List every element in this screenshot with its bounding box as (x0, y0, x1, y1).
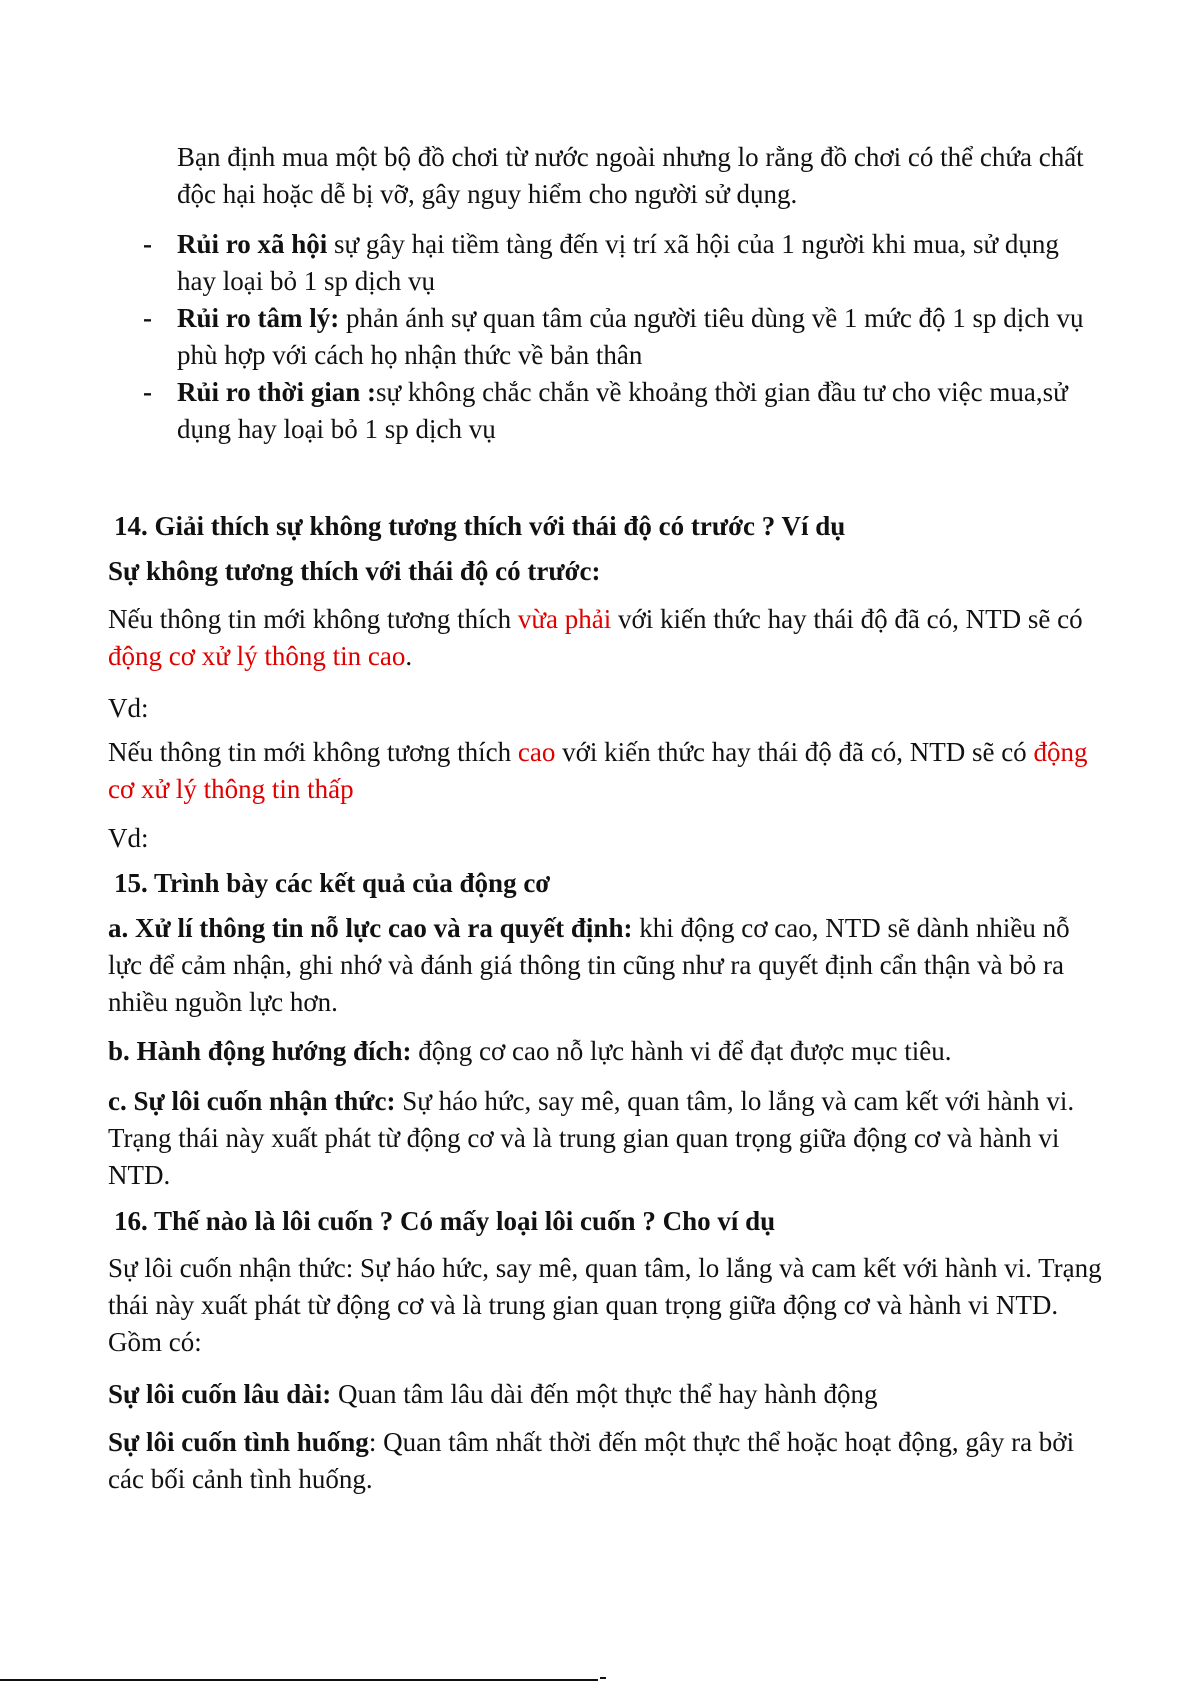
text-run: với kiến thức hay thái độ đã có, NTD sẽ có (555, 737, 1034, 767)
bullet-dash: - (143, 377, 152, 407)
paragraph-involvement-definition: Sự lôi cuốn nhận thức: Sự háo hức, say mê, quan tâm, lo lắng và cam kết với hành vi. Trạng thái này xuất phát từ động cơ và là trung gian quan trọng giữa động cơ và hành vi NTD. Gồm có: (108, 1253, 1102, 1357)
highlight-text: động cơ xử lý thông tin thấp (108, 737, 1088, 804)
highlight-text: động cơ xử lý thông tin cao (108, 641, 406, 671)
item-enduring-involvement (108, 1376, 1108, 1413)
heading-section-16: 16. Thế nào là lôi cuốn ? Có mấy loại lôi cuốn ? Cho ví dụ (114, 1206, 776, 1236)
text-run: với kiến thức hay thái độ đã có, NTD sẽ có (611, 604, 1083, 634)
item-label: Sự lôi cuốn lâu dài: (108, 1379, 332, 1409)
text-run: Nếu thông tin mới không tương thích (108, 737, 518, 767)
bullet-label: Rủi ro xã hội (177, 229, 328, 259)
highlight-text: cao (517, 737, 556, 767)
bullet-text: sự không chắc chắn về khoảng thời gian đầu tư cho việc mua,sử dụng hay loại bỏ 1 sp dịch vụ (177, 377, 1068, 444)
bullet-body (177, 226, 1097, 300)
item-label: b. Hành động hướng đích: (108, 1036, 412, 1066)
item-c-involvement (108, 1083, 1108, 1194)
item-text: : Quan tâm nhất thời đến một thực thể hoặc hoạt động, gây ra bởi các bối cảnh tình huống. (108, 1427, 1075, 1494)
bullet-text: phản ánh sự quan tâm của người tiêu dùng về 1 mức độ 1 sp dịch vụ phù hợp với cách họ nhận thức về bản thân (177, 303, 1084, 370)
footer-divider (0, 1679, 598, 1681)
bullet-body (177, 300, 1097, 374)
heading-section-14: 14. Giải thích sự không tương thích với thái độ có trước ? Ví dụ (114, 511, 846, 541)
bullet-dash: - (143, 303, 152, 333)
item-b-goal-directed-behavior (108, 1033, 1108, 1070)
bullet-label: Rủi ro thời gian : (177, 377, 376, 407)
item-a-information-processing (108, 910, 1108, 1021)
item-label: Sự lôi cuốn tình huống (108, 1427, 369, 1457)
item-situational-involvement (108, 1424, 1108, 1498)
intro-paragraph: Bạn định mua một bộ đồ chơi từ nước ngoài nhưng lo rằng đồ chơi có thể chứa chất độc hại hoặc dễ bị vỡ, gây nguy hiểm cho người sử dụng. (177, 142, 1084, 209)
text-run: Nếu thông tin mới không tương thích (108, 604, 518, 634)
footer-tick-mark (600, 1677, 606, 1679)
item-label: a. Xử lí thông tin nỗ lực cao và ra quyết định: (108, 913, 633, 943)
item-text: Quan tâm lâu dài đến một thực thể hay hành động (331, 1379, 878, 1409)
bullet-body (177, 374, 1097, 448)
highlight-text: vừa phải (517, 604, 612, 634)
item-text: khi động cơ cao, NTD sẽ dành nhiều nỗ lực để cảm nhận, ghi nhớ và đánh giá thông tin cũng như ra quyết định cẩn thận và bỏ ra nhiều nguồn lực hơn. (108, 913, 1070, 1017)
paragraph-moderate-incompatibility (108, 601, 1108, 675)
item-text: Sự háo hức, say mê, quan tâm, lo lắng và cam kết với hành vi. Trạng thái này xuất phát từ động cơ và là trung gian quan trọng giữa động cơ và hành vi NTD. (108, 1086, 1075, 1190)
bullet-text: sự gây hại tiềm tàng đến vị trí xã hội của 1 người khi mua, sử dụng hay loại bỏ 1 sp dịch vụ (177, 229, 1059, 296)
paragraph-high-incompatibility (108, 734, 1108, 808)
bullet-label: Rủi ro tâm lý: (177, 303, 340, 333)
example-label: Vd: (108, 693, 149, 723)
bullet-dash: - (143, 229, 152, 259)
example-label: Vd: (108, 823, 149, 853)
item-text: động cơ cao nỗ lực hành vi để đạt được mục tiêu. (411, 1036, 952, 1066)
item-label: c. Sự lôi cuốn nhận thức: (108, 1086, 396, 1116)
text-run: . (405, 641, 413, 671)
subheading-section-14: Sự không tương thích với thái độ có trước: (108, 556, 601, 586)
heading-section-15: 15. Trình bày các kết quả của động cơ (114, 868, 551, 898)
